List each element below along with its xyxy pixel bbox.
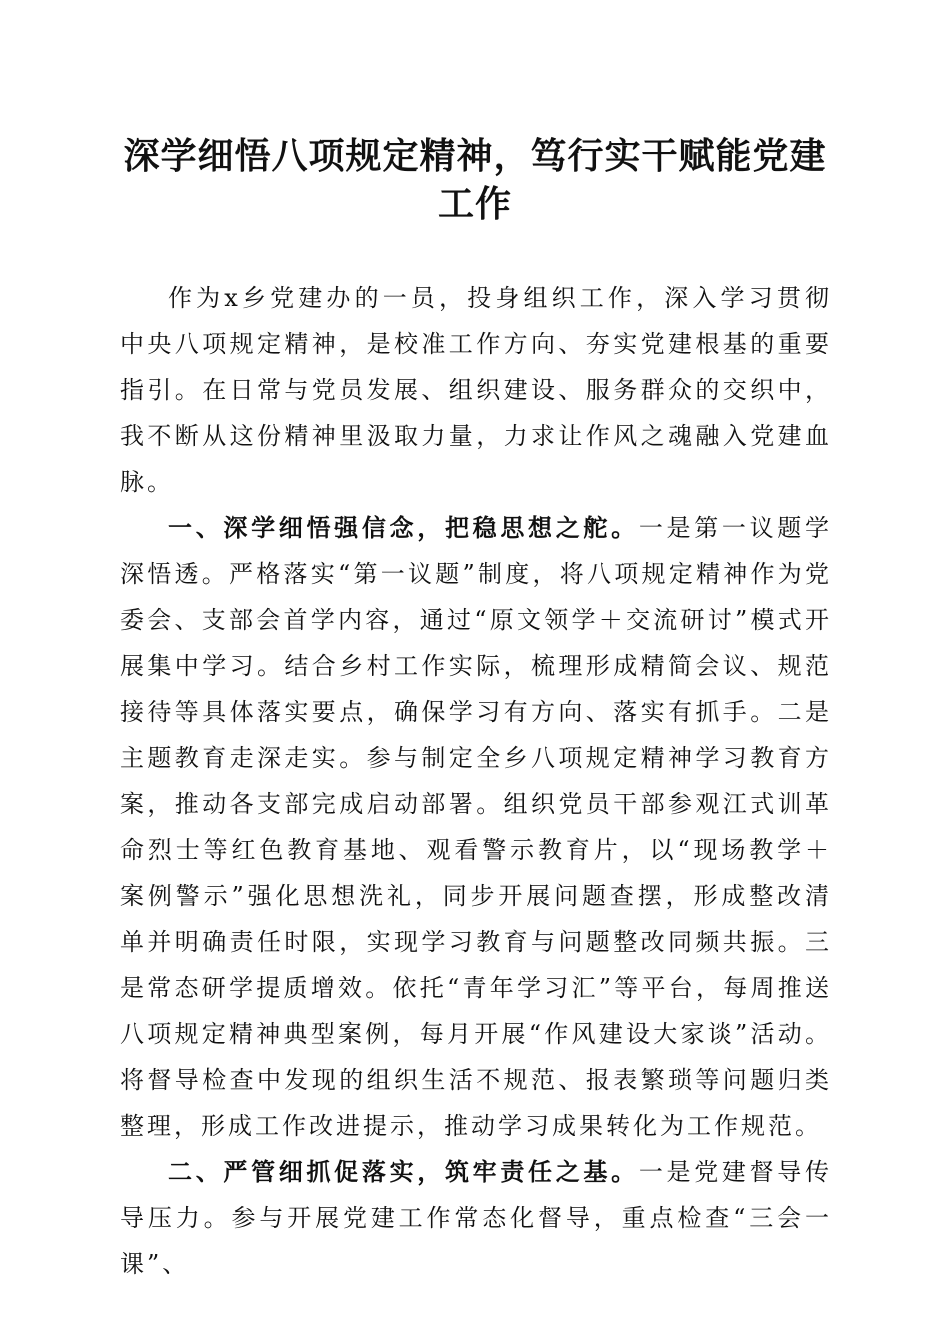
section-text-2: 一是党建督导传导压力。参与开展党建工作常态化督导，重点检查“三会一课”、	[120, 1158, 833, 1278]
document-body	[120, 275, 832, 1287]
intro-paragraph: 作为x乡党建办的一员，投身组织工作，深入学习贯彻中央八项规定精神，是校准工作方向、夯实党建根基的重要指引。在日常与党员发展、组织建设、服务群众的交织中，我不断从这份精神里汲取力量，力求让作风之魂融入党建血脉。	[120, 284, 832, 496]
section-paragraph-1	[120, 505, 832, 1149]
section-heading-1: 一、深学细悟强信念，把稳思想之舵。	[168, 514, 639, 542]
section-text-1: 一是第一议题学深悟透。严格落实“第一议题”制度，将八项规定精神作为党委会、支部会首学内容，通过“原文领学＋交流研讨”模式开展集中学习。结合乡村工作实际，梳理形成精简会议、规范接待等具体落实要点，确保学习有方向、落实有抓手。二是主题教育走深走实。参与制定全乡八项规定精神学习教育方案，推动各支部完成启动部署。组织党员干部参观江式训革命烈士等红色教育基地、观看警示教育片，以“现场教学＋案例警示”强化思想洗礼，同步开展问题查摆，形成整改清单并明确责任时限，实现学习教育与问题整改同频共振。三是常态研学提质增效。依托“青年学习汇”等平台，每周推送八项规定精神典型案例，每月开展“作风建设大家谈”活动。将督导检查中发现的组织生活不规范、报表繁琐等问题归类整理，形成工作改进提示，推动学习成果转化为工作规范。	[120, 514, 833, 1140]
section-heading-2: 二、严管细抓促落实，筑牢责任之基。	[168, 1158, 639, 1186]
section-paragraph-2	[120, 1149, 832, 1287]
document-title: 深学细悟八项规定精神，笃行实干赋能党建工作	[123, 135, 827, 225]
